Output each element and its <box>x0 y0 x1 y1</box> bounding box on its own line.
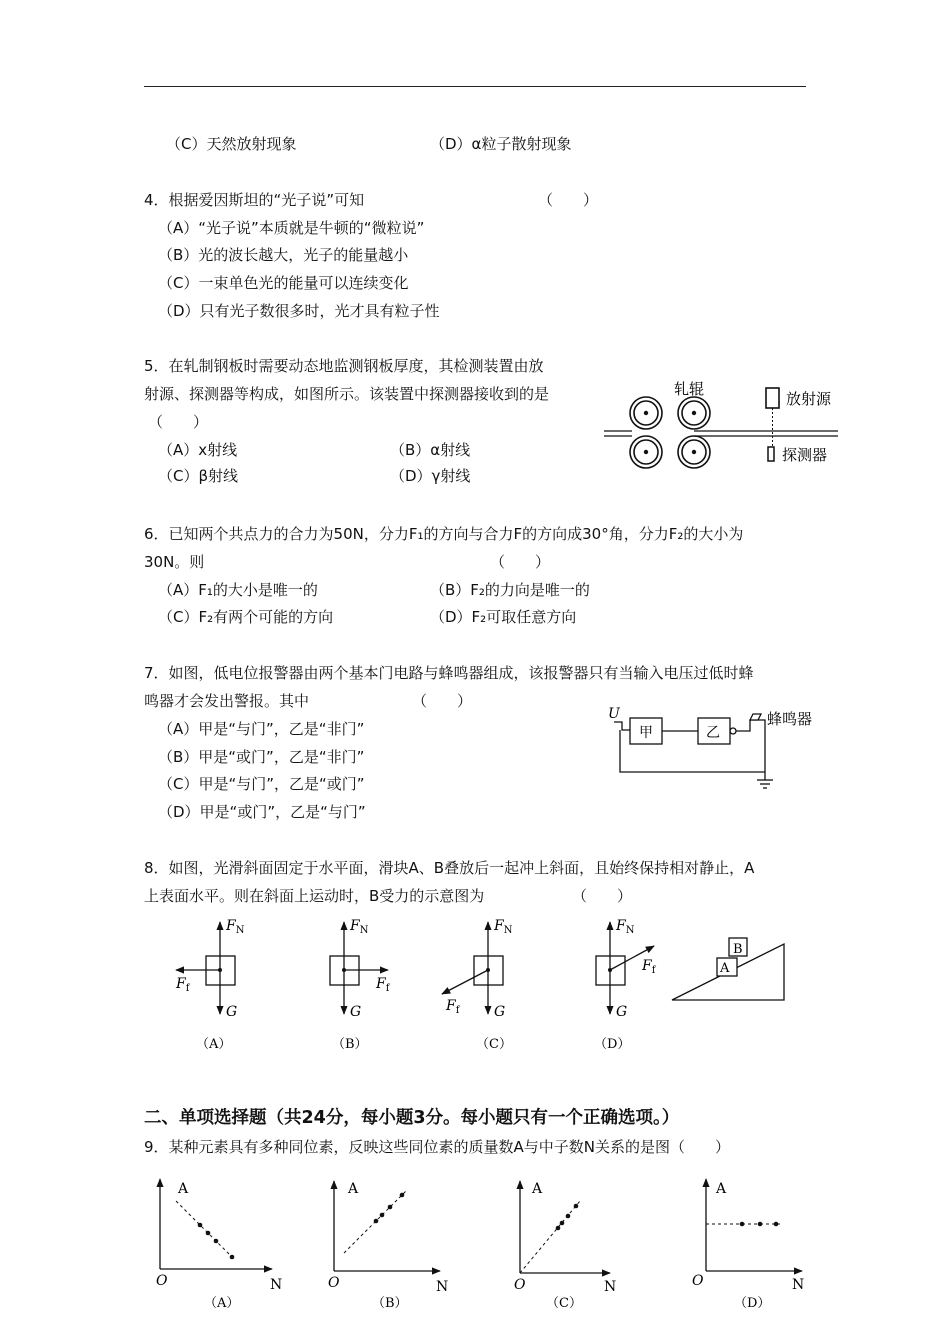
q5-line1: 5．在轧制钢板时需要动态地监测钢板厚度，其检测装置由放 <box>144 357 544 375</box>
q8-label-c: （C） <box>476 1037 512 1052</box>
svg-text:A: A <box>348 1181 359 1197</box>
q8-diagram-c <box>442 918 513 1052</box>
svg-text:FN: $F_N$ <box>350 918 369 936</box>
q7-jia-label: 甲 <box>639 725 653 741</box>
svg-text:G: G <box>226 1004 238 1020</box>
svg-text:N: N <box>792 1277 805 1293</box>
svg-text:FN: $F_N$ <box>494 918 513 936</box>
q8-diagram-a <box>175 918 245 1052</box>
svg-text:A: A <box>720 961 730 976</box>
q4-option-a: （A）“光子说”本质就是牛顿的“微粒说” <box>158 219 425 237</box>
q7-yi-label: 乙 <box>706 725 720 741</box>
q7-line2: 鸣器才会发出警报。其中 <box>144 692 310 710</box>
svg-text:O: O <box>328 1275 340 1291</box>
q8-label-b: （B） <box>332 1037 368 1052</box>
svg-text:Ff: $F_f$ <box>176 976 190 994</box>
svg-text:O: O <box>156 1273 168 1289</box>
svg-text:O: O <box>692 1273 704 1289</box>
q6-option-b: （B）F₂的力向是唯一的 <box>430 581 590 599</box>
q5-rolling-mill-figure <box>598 372 848 472</box>
q5-option-d: （D）γ射线 <box>390 467 471 485</box>
svg-text:A: A <box>532 1181 543 1197</box>
section2-title: 二、单项选择题（共24分，每小题3分。每小题只有一个正确选项。） <box>144 1108 680 1128</box>
q6-bracket: （ ） <box>490 553 551 571</box>
q7-option-d: （D）甲是“或门”，乙是“与门” <box>158 803 366 821</box>
svg-text:G: G <box>350 1004 362 1020</box>
q4-option-d: （D）只有光子数很多时，光才具有粒子性 <box>158 302 440 320</box>
q7-bracket: （ ） <box>412 692 473 710</box>
q8-incline-figure <box>672 938 784 1000</box>
q5-source-box <box>766 388 779 408</box>
q4-bracket: （ ） <box>538 191 599 209</box>
q8-label-d: （D） <box>594 1037 631 1052</box>
q9-label-b: （B） <box>372 1296 408 1311</box>
q5-option-b: （B）α射线 <box>390 441 471 459</box>
svg-text:Ff: $F_f$ <box>642 958 656 976</box>
svg-text:Ff: $F_f$ <box>376 976 390 994</box>
q5-line2: 射源、探测器等构成，如图所示。该装置中探测器接收到的是 <box>144 385 550 403</box>
q9-graph-b <box>328 1181 448 1311</box>
q9-stem: 9．某种元素具有多种同位素，反映这些同位素的质量数A与中子数N关系的是图（ ） <box>144 1138 731 1156</box>
q6-line1: 6．已知两个共点力的合力为50N，分力F₁的方向与合力F的方向成30°角，分力F₂的大小为 <box>144 525 744 543</box>
svg-text:O: O <box>514 1277 526 1293</box>
svg-text:B: B <box>733 942 743 957</box>
q7-buzzer-label: 蜂鸣器 <box>767 710 813 728</box>
q7-u-label: U <box>608 706 620 722</box>
svg-text:N: N <box>436 1279 449 1295</box>
q9-label-d: （D） <box>734 1296 771 1311</box>
q9-graph-c <box>514 1181 616 1311</box>
q9-label-c: （C） <box>546 1296 582 1311</box>
svg-text:N: N <box>604 1279 617 1295</box>
q7-option-c: （C）甲是“与门”，乙是“或门” <box>158 775 365 793</box>
svg-text:A: A <box>178 1181 189 1197</box>
q6-option-c: （C）F₂有两个可能的方向 <box>158 608 334 626</box>
q7-option-a: （A）甲是“与门”，乙是“非门” <box>158 720 365 738</box>
q8-line1: 8．如图，光滑斜面固定于水平面，滑块A、B叠放后一起冲上斜面，且始终保持相对静止，A <box>144 859 755 877</box>
svg-text:FN: $F_N$ <box>616 918 635 936</box>
q5-detector-box <box>768 447 774 461</box>
q9-label-a: （A） <box>204 1296 240 1311</box>
q7-option-b: （B）甲是“或门”，乙是“非门” <box>158 748 365 766</box>
svg-text:G: G <box>616 1004 628 1020</box>
q4-option-b: （B）光的波长越大，光子的能量越小 <box>158 246 409 264</box>
svg-text:G: G <box>494 1004 506 1020</box>
svg-text:N: N <box>270 1277 283 1293</box>
q5-detector-label: 探测器 <box>782 446 828 464</box>
q9-graph-a <box>156 1179 282 1311</box>
header-rule <box>144 86 806 87</box>
q5-option-a: （A）x射线 <box>158 441 238 459</box>
q9-graph-d <box>692 1179 804 1311</box>
q8-line2: 上表面水平。则在斜面上运动时，B受力的示意图为 <box>144 887 485 905</box>
q3-option-c: （C）天然放射现象 <box>166 135 297 153</box>
svg-text:A: A <box>716 1181 727 1197</box>
q5-source-label: 放射源 <box>786 390 832 408</box>
q8-label-a: （A） <box>196 1037 232 1052</box>
q7-line1: 7．如图，低电位报警器由两个基本门电路与蜂鸣器组成，该报警器只有当输入电压过低时蜂 <box>144 664 754 682</box>
svg-text:Ff: $F_f$ <box>446 998 460 1016</box>
q5-roller-label: 轧辊 <box>674 380 705 398</box>
svg-text:FN: $F_N$ <box>226 918 245 936</box>
q6-option-a: （A）F₁的大小是唯一的 <box>158 581 318 599</box>
q4-stem: 4．根据爱因斯坦的“光子说”可知 <box>144 191 365 209</box>
q6-line2: 30N。则 <box>144 553 205 571</box>
q3-option-d: （D）α粒子散射现象 <box>430 135 572 153</box>
q9-graphs <box>150 1175 820 1335</box>
q4-option-c: （C）一束单色光的能量可以连续变化 <box>158 274 409 292</box>
q8-diagram-b <box>330 918 391 1052</box>
q5-bracket: （ ） <box>148 413 209 431</box>
q5-option-c: （C）β射线 <box>158 467 239 485</box>
q6-option-d: （D）F₂可取任意方向 <box>430 608 577 626</box>
q7-circuit-figure <box>600 700 830 794</box>
q8-diagram-d <box>594 918 657 1052</box>
q8-force-diagrams <box>160 910 800 1055</box>
q8-bracket: （ ） <box>572 887 633 905</box>
